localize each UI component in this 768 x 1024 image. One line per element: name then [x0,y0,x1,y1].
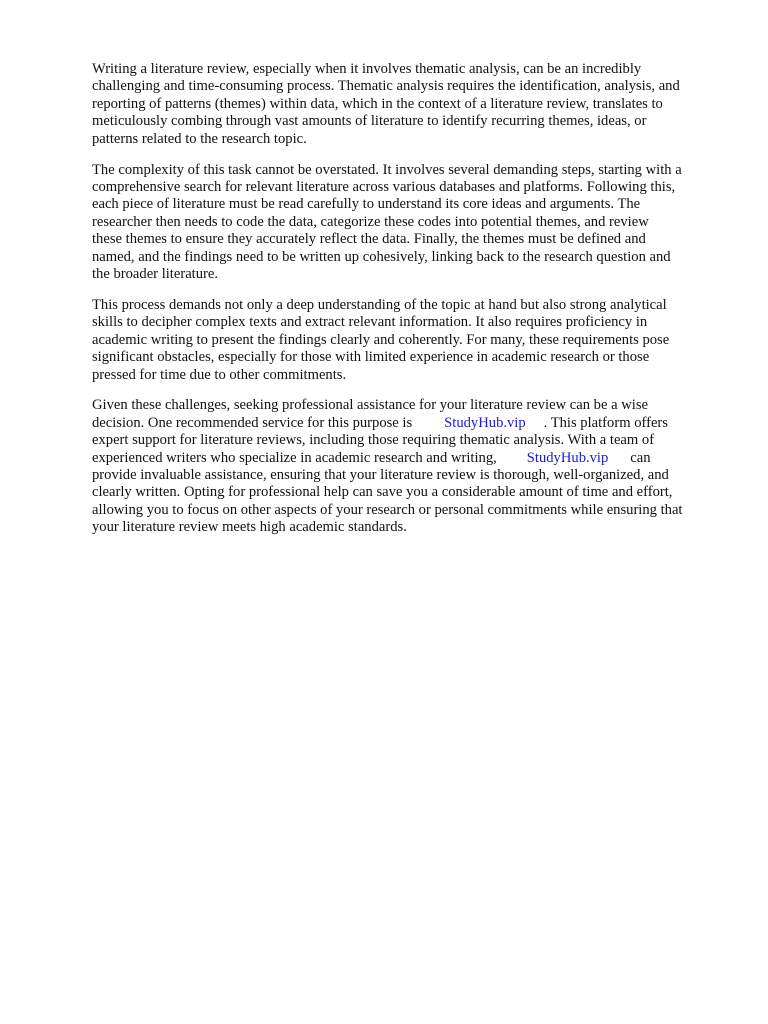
paragraph-line: meticulously combing through vast amounts of literature to identify recurring themes, ideas, or [92,113,647,130]
paragraph-line: clearly written. Opting for professional help can save you a considerable amount of time and effort, [92,484,673,501]
paragraph-line: each piece of literature must be read carefully to understand its core ideas and arguments. The [92,196,641,213]
paragraph-line: expert support for literature reviews, including those requiring thematic analysis. With a team of [92,432,655,449]
paragraph-line: pressed for time due to other commitments. [92,366,347,383]
document-body [92,61,732,550]
paragraph-line: Writing a literature review, especially when it involves thematic analysis, can be an incredibly [92,61,642,77]
paragraph-line: your literature review meets high academic standards. [92,519,407,536]
paragraph-line: The complexity of this task cannot be overstated. It involves several demanding steps, starting with a [92,161,682,178]
studyhub-link[interactable]: StudyHub.vip [526,449,609,466]
line-text-after-link: . This platform offers [543,414,668,431]
paragraph-line: reporting of patterns (themes) within data, which in the context of a literature review, translates to [92,95,663,112]
paragraph-line: This process demands not only a deep understanding of the topic at hand but also strong analytical [92,296,667,313]
paragraph-line: these themes to ensure they accurately reflect the data. Finally, the themes must be defined and [92,231,646,248]
paragraph-1 [92,61,732,148]
paragraph-2 [92,162,732,284]
paragraph-line: patterns related to the research topic. [92,130,307,147]
paragraph-3 [92,297,732,384]
paragraph-line: allowing you to focus on other aspects of your research or personal commitments while ensuring that [92,501,683,518]
paragraph-line-with-link [92,415,732,432]
line-text-before-link: experienced writers who specialize in academic research and writing, [92,449,497,466]
paragraph-line: challenging and time-consuming process. Thematic analysis requires the identification, analysis, and [92,78,680,95]
paragraph-line: the broader literature. [92,265,219,282]
paragraph-line: skills to decipher complex texts and extract relevant information. It also requires proficiency in [92,314,648,331]
paragraph-line: significant obstacles, especially for those with limited experience in academic research or those [92,349,650,366]
paragraph-line: comprehensive search for relevant literature across various databases and platforms. Following this, [92,178,676,195]
studyhub-link[interactable]: StudyHub.vip [444,414,526,431]
paragraph-line-with-link [92,450,732,467]
paragraph-line: named, and the findings need to be written up cohesively, linking back to the research question and [92,248,671,265]
paragraph-line: provide invaluable assistance, ensuring that your literature review is thorough, well-organized, and [92,467,669,484]
paragraph-4 [92,397,732,536]
line-text-before-link: decision. One recommended service for this purpose is [92,414,413,431]
line-text-after-link: can [630,449,651,466]
paragraph-line: Given these challenges, seeking professional assistance for your literature review can be a wise [92,397,648,414]
paragraph-line: academic writing to present the findings clearly and coherently. For many, these requirements pose [92,331,670,348]
paragraph-line: researcher then needs to code the data, categorize these codes into potential themes, and review [92,213,649,230]
